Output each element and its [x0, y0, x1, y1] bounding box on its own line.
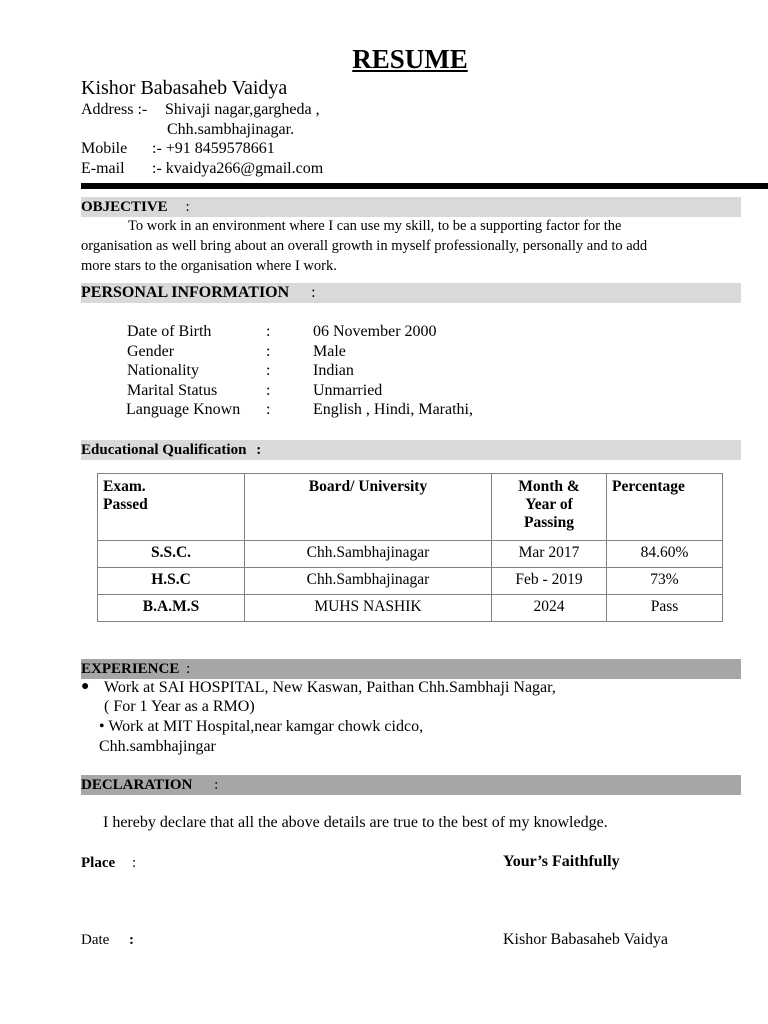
personal-heading: PERSONAL INFORMATION	[81, 284, 290, 301]
address-label: Address :-	[81, 101, 148, 118]
objective-heading: OBJECTIVE	[81, 199, 168, 215]
cell-percent: Pass	[607, 595, 723, 622]
experience-bullet-icon: ●	[81, 679, 90, 694]
pi-value-dob: 06 November 2000	[313, 323, 437, 340]
table-row	[98, 568, 723, 595]
personal-heading-bar	[81, 283, 741, 303]
pi-sep-gender: :	[266, 343, 271, 360]
experience-item-1-line-1: Work at SAI HOSPITAL, New Kaswan, Paithan Chh.Sambhaji Nagar,	[104, 679, 556, 696]
experience-item-2-line-1: • Work at MIT Hospital,near kamgar chowk cidco,	[99, 718, 424, 735]
education-heading: Educational Qualification	[81, 442, 247, 458]
pi-value-nationality: Indian	[313, 362, 354, 379]
pi-label-marital: Marital Status	[127, 382, 218, 399]
place-label: Place	[81, 855, 116, 871]
cell-year: Mar 2017	[492, 541, 607, 568]
email-value: :- kvaidya266@gmail.com	[152, 160, 324, 177]
experience-item-1-line-2: ( For 1 Year as a RMO)	[104, 698, 255, 715]
date-colon: :	[129, 932, 134, 948]
education-colon: :	[256, 442, 262, 458]
experience-heading: EXPERIENCE	[81, 661, 180, 677]
objective-colon: :	[185, 199, 190, 215]
personal-colon: :	[311, 284, 316, 301]
pi-label-nationality: Nationality	[127, 362, 199, 379]
cell-percent: 73%	[607, 568, 723, 595]
pi-sep-language: :	[266, 401, 271, 418]
table-row	[98, 595, 723, 622]
place-colon: :	[132, 855, 137, 871]
header-divider	[81, 183, 768, 189]
cell-exam: S.S.C.	[98, 541, 245, 568]
pi-value-marital: Unmarried	[313, 382, 383, 399]
declaration-heading-bar	[81, 775, 741, 795]
pi-label-gender: Gender	[127, 343, 175, 360]
experience-colon: :	[186, 661, 191, 677]
col-month-year: Month & Year of Passing	[492, 474, 607, 541]
pi-label-language: Language Known	[126, 401, 241, 418]
pi-value-language: English , Hindi, Marathi,	[313, 401, 473, 418]
education-table-header	[98, 474, 723, 541]
resume-title: RESUME	[352, 44, 468, 74]
col-board-university: Board/ University	[245, 474, 492, 541]
signature-name: Kishor Babasaheb Vaidya	[503, 931, 668, 948]
declaration-heading: DECLARATION	[81, 777, 193, 793]
pi-sep-marital: :	[266, 382, 271, 399]
mobile-value: :- +91 8459578661	[152, 140, 275, 157]
cell-board: Chh.Sambhajinagar	[245, 541, 492, 568]
education-heading-bar	[81, 440, 741, 460]
pi-label-dob: Date of Birth	[127, 323, 212, 340]
col-percentage: Percentage	[607, 474, 723, 541]
cell-board: MUHS NASHIK	[245, 595, 492, 622]
pi-sep-nationality: :	[266, 362, 271, 379]
mobile-label: Mobile	[81, 140, 128, 157]
cell-exam: H.S.C	[98, 568, 245, 595]
yours-faithfully: Your’s Faithfully	[503, 853, 620, 870]
address-line-1: Shivaji nagar,gargheda ,	[165, 101, 320, 118]
objective-line-3: more stars to the organisation where I work.	[81, 258, 337, 274]
candidate-name: Kishor Babasaheb Vaidya	[81, 77, 288, 99]
address-line-2: Chh.sambhajinagar.	[167, 121, 295, 138]
cell-exam: B.A.M.S	[98, 595, 245, 622]
pi-sep-dob: :	[266, 323, 271, 340]
education-table	[97, 473, 723, 622]
cell-percent: 84.60%	[607, 541, 723, 568]
declaration-colon: :	[214, 777, 219, 793]
experience-heading-bar	[81, 659, 741, 679]
objective-line-2: organisation as well bring about an overall growth in myself professionally, personally and to add	[81, 238, 648, 254]
table-row	[98, 541, 723, 568]
declaration-text: I hereby declare that all the above details are true to the best of my knowledge.	[103, 814, 608, 831]
email-label: E-mail	[81, 160, 125, 177]
col-exam-passed: Exam. Passed	[98, 474, 245, 541]
pi-value-gender: Male	[313, 343, 346, 360]
experience-item-2-line-2: Chh.sambhajingar	[99, 738, 216, 755]
date-label: Date	[81, 932, 110, 948]
cell-year: Feb - 2019	[492, 568, 607, 595]
objective-line-1: To work in an environment where I can use my skill, to be a supporting factor for the	[128, 218, 622, 234]
cell-board: Chh.Sambhajinagar	[245, 568, 492, 595]
cell-year: 2024	[492, 595, 607, 622]
objective-heading-bar	[81, 197, 741, 217]
